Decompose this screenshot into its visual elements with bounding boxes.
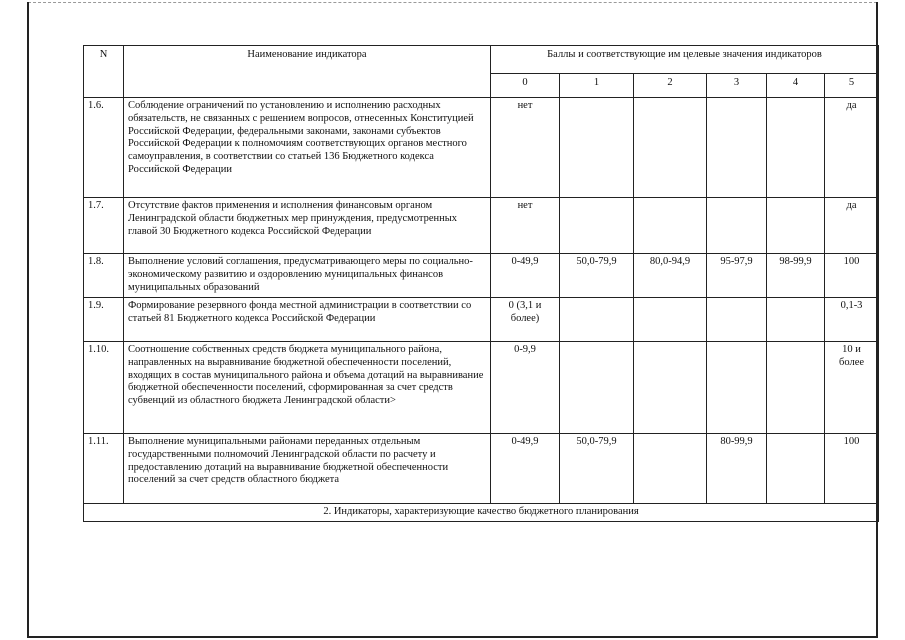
score-value-3: 95-97,9 (707, 254, 767, 298)
score-header-3: 3 (707, 74, 767, 98)
score-value-1 (560, 298, 634, 342)
score-value-2 (634, 98, 707, 198)
table-row (84, 434, 879, 504)
indicator-name: Соблюдение ограничений по установлению и исполнению расходных обязательств, не связанных с решением вопросов, отнесенных Конституцией Российской Федерации, федеральными законами, законами субъектов Российской Федерации к полномочиям соответствующих органов местного самоуправления, в соответствии со статьей 136 Бюджетного кодекса Российской Федерации (124, 98, 491, 198)
indicators-table (83, 45, 879, 522)
score-value-2 (634, 342, 707, 434)
header-indicator-name: Наименование индикатора (124, 46, 491, 98)
score-value-4 (767, 434, 825, 504)
score-value-0: нет (491, 198, 560, 254)
row-number: 1.8. (84, 254, 124, 298)
score-value-5: 0,1-3 (825, 298, 879, 342)
indicator-name: Формирование резервного фонда местной администрации в соответствии со статьей 81 Бюджетного кодекса Российской Федерации (124, 298, 491, 342)
section-row (84, 504, 879, 522)
score-value-5: да (825, 98, 879, 198)
score-header-1: 1 (560, 74, 634, 98)
score-value-3 (707, 298, 767, 342)
score-value-1: 50,0-79,9 (560, 254, 634, 298)
score-value-5: 100 (825, 254, 879, 298)
score-value-5: 10 и более (825, 342, 879, 434)
section-title: 2. Индикаторы, характеризующие качество бюджетного планирования (84, 504, 879, 522)
score-value-1: 50,0-79,9 (560, 434, 634, 504)
score-value-1 (560, 198, 634, 254)
page-top-border (28, 2, 877, 3)
score-value-4 (767, 342, 825, 434)
score-value-1 (560, 342, 634, 434)
score-value-0: 0-49,9 (491, 434, 560, 504)
score-value-4 (767, 198, 825, 254)
score-value-4: 98-99,9 (767, 254, 825, 298)
score-value-0: 0-9,9 (491, 342, 560, 434)
score-value-4 (767, 298, 825, 342)
score-value-3 (707, 98, 767, 198)
score-value-4 (767, 98, 825, 198)
table-row (84, 342, 879, 434)
header-n: N (84, 46, 124, 98)
indicator-name: Соотношение собственных средств бюджета муниципального района, направленных на выравнивание бюджетной обеспеченности поселений, входящих в состав муниципального района и объема дотаций на выравнивание бюджетной обеспеченности поселений, сформированная за счет средств субвенций из областного бюджета Ленинградской области> (124, 342, 491, 434)
score-value-3 (707, 342, 767, 434)
table-row (84, 198, 879, 254)
row-number: 1.7. (84, 198, 124, 254)
row-number: 1.9. (84, 298, 124, 342)
page-bottom-border (27, 636, 878, 638)
score-value-2 (634, 434, 707, 504)
score-value-0: 0 (3,1 и более) (491, 298, 560, 342)
score-value-2 (634, 298, 707, 342)
row-number: 1.11. (84, 434, 124, 504)
score-value-2 (634, 198, 707, 254)
score-value-5: 100 (825, 434, 879, 504)
score-value-1 (560, 98, 634, 198)
row-number: 1.10. (84, 342, 124, 434)
row-number: 1.6. (84, 98, 124, 198)
score-value-0: нет (491, 98, 560, 198)
indicator-name: Выполнение муниципальными районами переданных отдельным государственными полномочий Ленинградской области по расчету и предоставлению дотаций на выравнивание бюджетной обеспеченности поселений за счет средств областного бюджета (124, 434, 491, 504)
indicator-name: Выполнение условий соглашения, предусматривающего меры по социально-экономическому развитию и оздоровлению муниципальных финансов муниципальных образований (124, 254, 491, 298)
table-row (84, 98, 879, 198)
score-header-0: 0 (491, 74, 560, 98)
table-row (84, 298, 879, 342)
indicator-name: Отсутствие фактов применения и исполнения финансовым органом Ленинградской области бюджетных мер принуждения, предусмотренных главой 30 Бюджетного кодекса Российской Федерации (124, 198, 491, 254)
score-header-5: 5 (825, 74, 879, 98)
score-value-2: 80,0-94,9 (634, 254, 707, 298)
page-left-border (27, 2, 29, 638)
score-value-3: 80-99,9 (707, 434, 767, 504)
header-scores: Баллы и соответствующие им целевые значения индикаторов (491, 46, 879, 74)
header-row (84, 46, 879, 74)
score-header-4: 4 (767, 74, 825, 98)
table-row (84, 254, 879, 298)
score-value-0: 0-49,9 (491, 254, 560, 298)
score-value-5: да (825, 198, 879, 254)
score-value-3 (707, 198, 767, 254)
score-header-2: 2 (634, 74, 707, 98)
